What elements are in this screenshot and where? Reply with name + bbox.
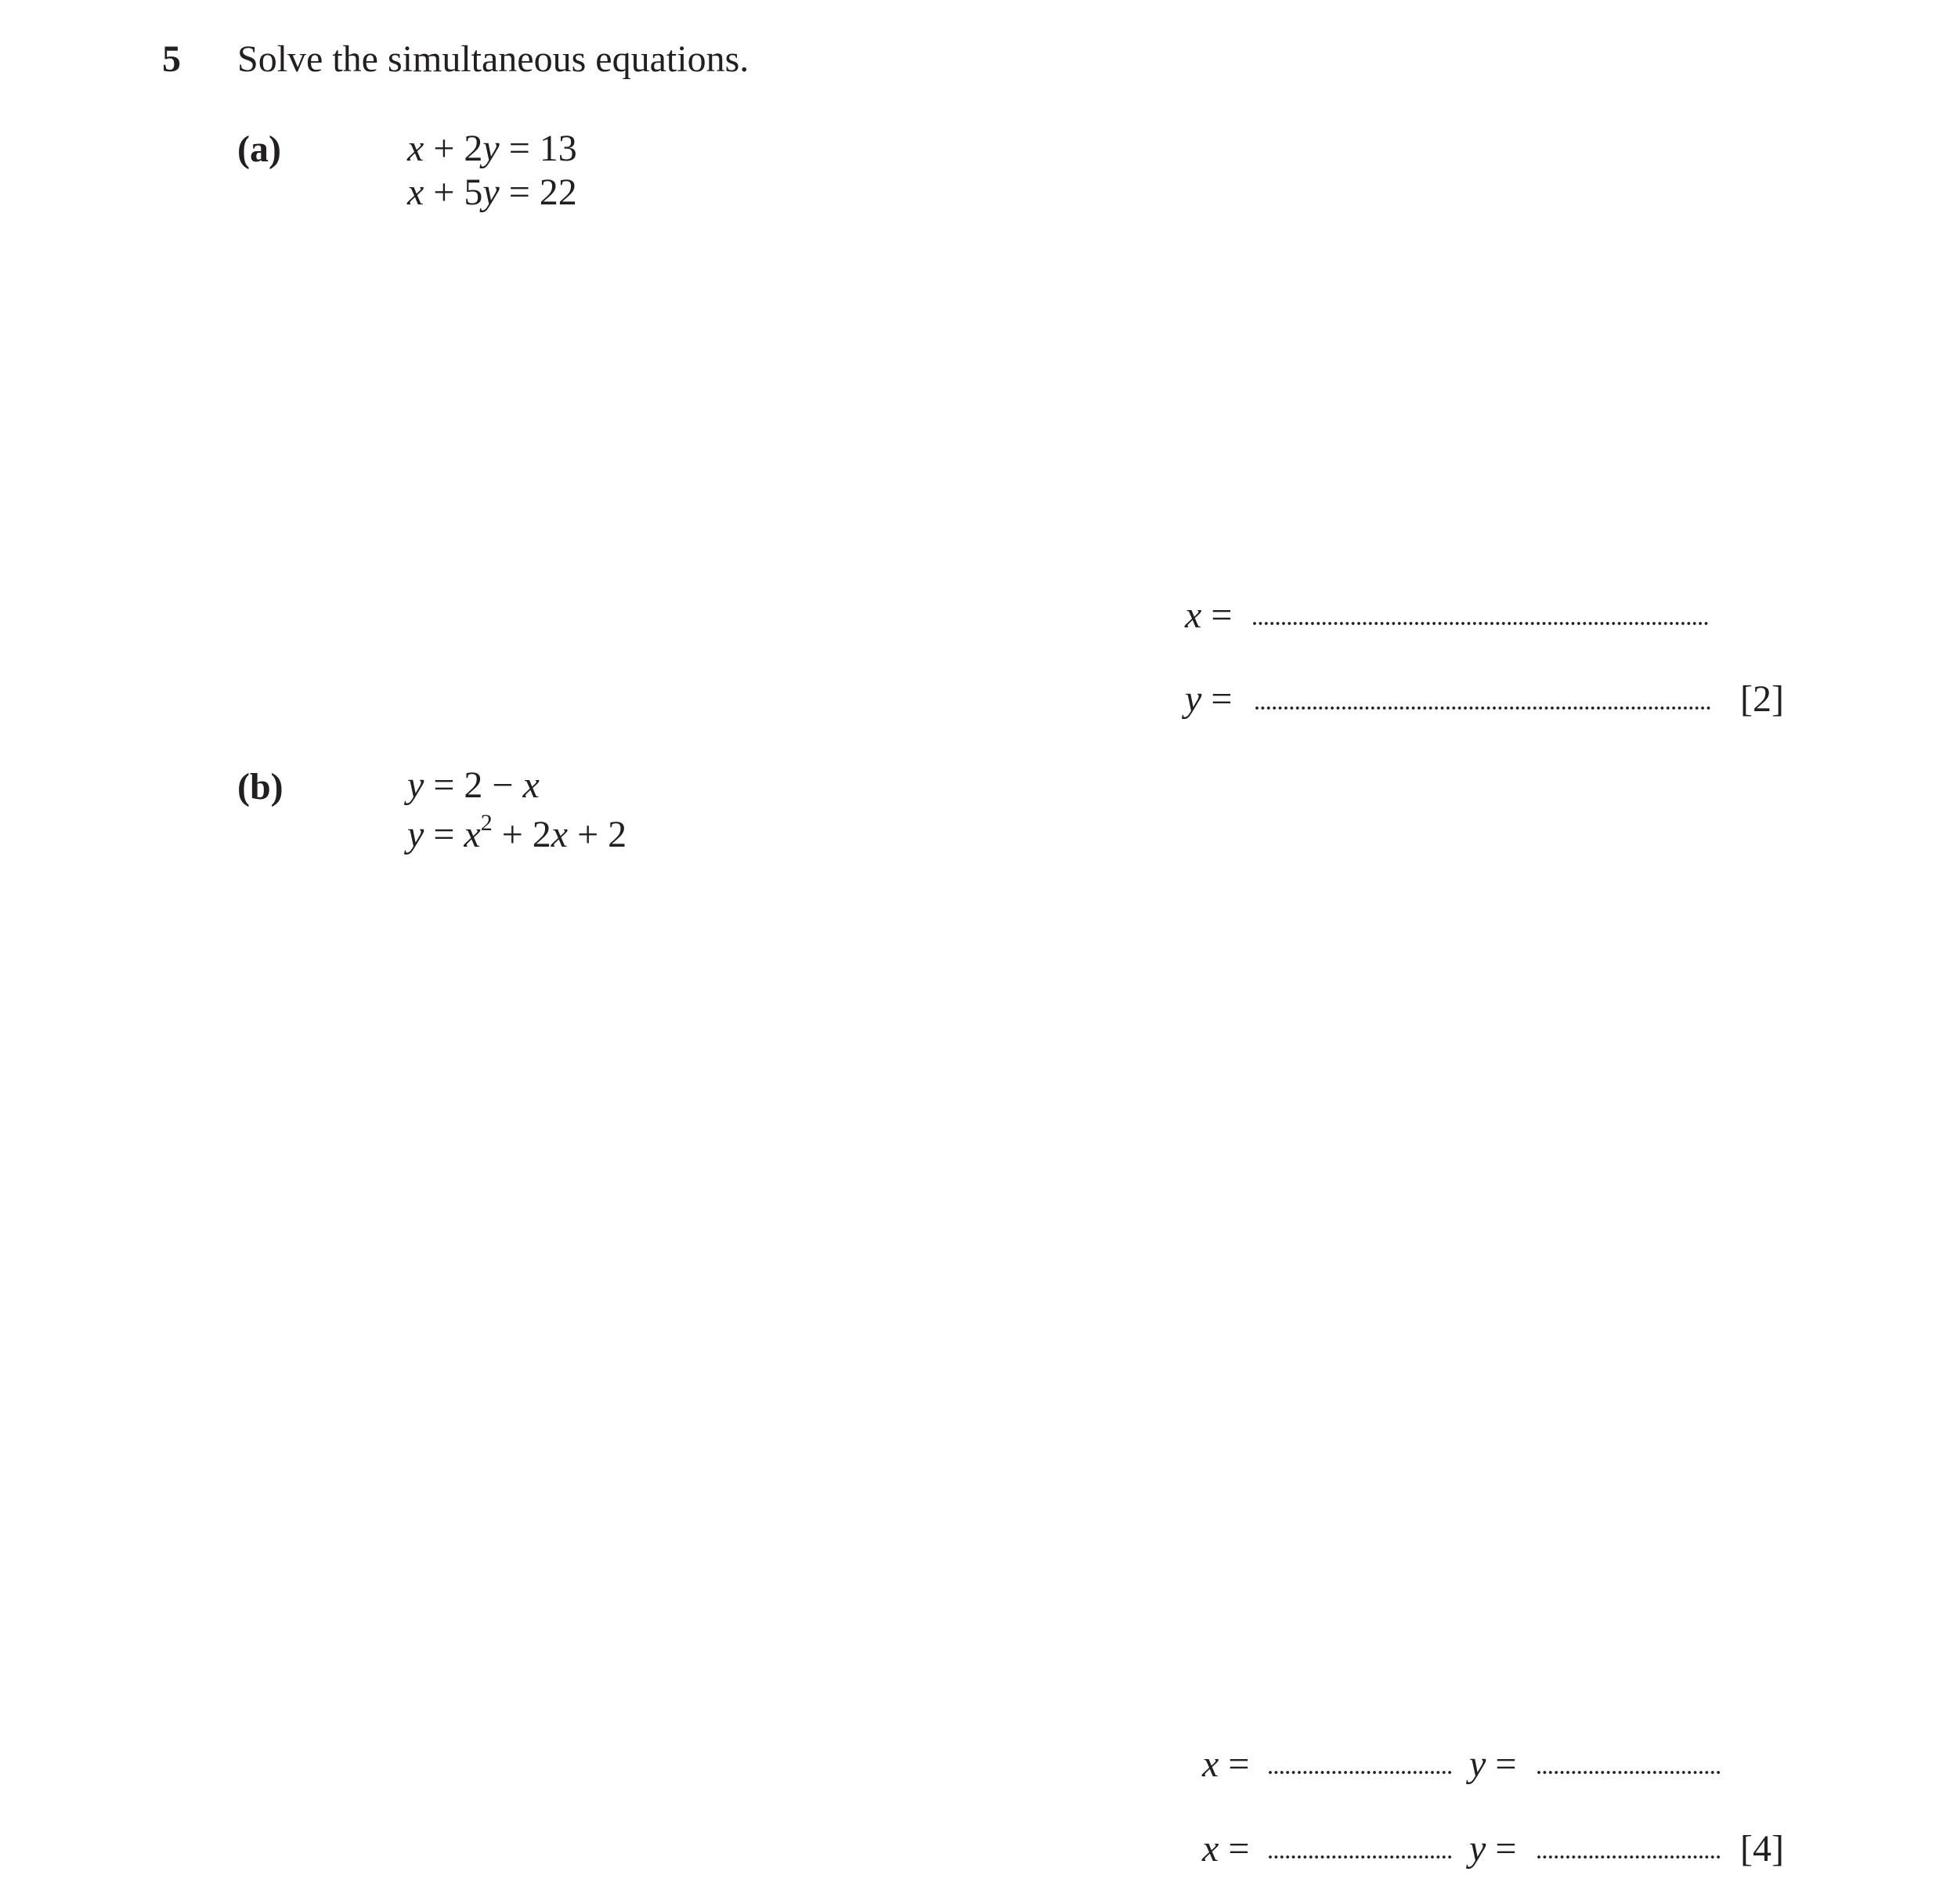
var: y	[1185, 678, 1202, 720]
term: + 2	[492, 814, 551, 855]
var: x	[522, 764, 540, 806]
exponent: 2	[480, 810, 493, 836]
part-b-label: (b)	[237, 766, 284, 807]
part-b-x2-answer-line[interactable]	[1269, 1855, 1452, 1859]
var: y	[407, 814, 424, 855]
term: = 22	[499, 172, 577, 213]
part-b-marks: [4]	[1740, 1828, 1784, 1870]
var: x	[1202, 1828, 1219, 1870]
equals: =	[1219, 1743, 1250, 1785]
part-a-x-label	[1185, 591, 1232, 640]
part-b-x2-label	[1202, 1825, 1249, 1873]
var: x	[407, 128, 424, 169]
term: + 2	[568, 814, 627, 855]
equals: =	[1201, 594, 1233, 636]
part-b-y2-answer-line[interactable]	[1537, 1855, 1721, 1859]
question-text: Solve the simultaneous equations.	[237, 38, 749, 80]
term: = 2 −	[424, 764, 523, 806]
term: =	[424, 814, 464, 855]
part-b-y2-label	[1469, 1825, 1516, 1873]
part-b-x1-label	[1202, 1740, 1249, 1789]
var: y	[1469, 1828, 1486, 1870]
term: + 2	[424, 128, 483, 169]
question-number: 5	[162, 38, 181, 80]
term: + 5	[424, 172, 483, 213]
part-a-y-label	[1185, 675, 1232, 724]
part-a-y-answer-line[interactable]	[1255, 706, 1713, 710]
part-a-label: (a)	[237, 128, 281, 170]
term: = 13	[499, 128, 577, 169]
equals: =	[1201, 678, 1233, 720]
var: x	[1185, 594, 1202, 636]
part-b-equation-2	[407, 804, 627, 857]
equals: =	[1219, 1828, 1250, 1870]
part-b-y1-label	[1469, 1740, 1516, 1789]
part-a-x-answer-line[interactable]	[1253, 622, 1710, 625]
equals: =	[1486, 1743, 1517, 1785]
var: x	[464, 814, 481, 855]
part-b-y1-answer-line[interactable]	[1537, 1771, 1721, 1774]
var: x	[1202, 1743, 1219, 1785]
part-a-equation-1	[407, 127, 577, 171]
part-a-marks: [2]	[1740, 678, 1784, 720]
var: x	[407, 172, 424, 213]
part-a-equation-2	[407, 171, 577, 215]
equals: =	[1486, 1828, 1517, 1870]
var: y	[1469, 1743, 1486, 1785]
var: y	[482, 172, 500, 213]
var: x	[551, 814, 569, 855]
var: y	[407, 764, 424, 806]
var: y	[482, 128, 500, 169]
part-b-x1-answer-line[interactable]	[1269, 1771, 1452, 1774]
part-b-equation-1	[407, 764, 540, 807]
